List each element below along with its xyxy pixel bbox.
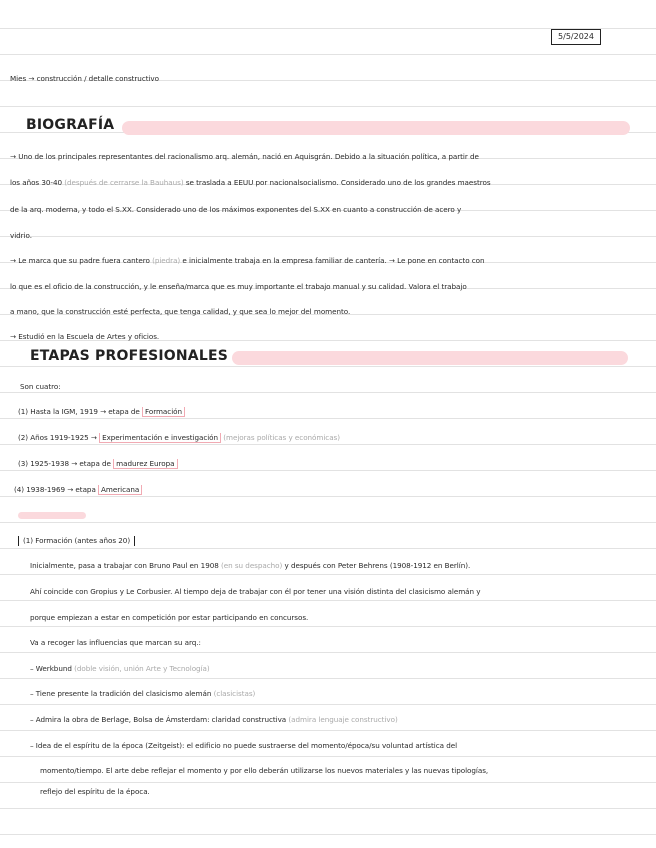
formacion-line: – Admira la obra de Berlage, Bolsa de Ámsterdam: claridad constructiva (admira lenguaje constructivo) — [30, 715, 398, 724]
date-box: 5/5/2024 — [551, 29, 601, 45]
heading-highlight-bar — [232, 351, 628, 365]
bio-line: → Uno de los principales representantes del racionalismo arq. alemán, nació en Aquisgrán. Debido a la situación política, a partir de — [10, 152, 479, 161]
header-line: Mies → construcción / detalle constructivo — [10, 74, 159, 83]
formacion-line: Inicialmente, pasa a trabajar con Bruno Paul en 1908 (en su despacho) y después con Peter Behrens (1908-1912 en Berlín). — [30, 561, 471, 570]
etapas-intro: Son cuatro: — [20, 382, 61, 391]
bio-line: → Estudió en la Escuela de Artes y oficios. — [10, 332, 160, 341]
bio-line: los años 30-40 (después de cerrarse la Bauhaus) se traslada a EEUU por nacionalsocialismo. Considerado uno de los grandes maestros — [10, 178, 491, 187]
bio-line: → Le marca que su padre fuera cantero (piedra) e inicialmente trabaja en la empresa familiar de cantería. → Le pone en contacto con — [10, 256, 485, 265]
bio-line: a mano, que la construcción esté perfecta, que tenga calidad, y que sea lo mejor del momento. — [10, 307, 351, 316]
bio-line: de la arq. moderna, y todo el S.XX. Considerado uno de los máximos exponentes del S.XX en cuanto a construcción de acero y — [10, 205, 462, 214]
formacion-line: – Tiene presente la tradición del clasicismo alemán (clasicistas) — [30, 689, 256, 698]
formacion-line: momento/tiempo. El arte debe reflejar el momento y por ello deberán utilizarse los nuevos materiales y las nuevas tipologías, — [40, 766, 489, 775]
divider-highlight-bar — [18, 512, 86, 519]
bio-line: lo que es el oficio de la construcción, y le enseña/marca que es muy importante el trabajo manual y su calidad. Valora el trabajo — [10, 282, 467, 291]
etapa-item: (2) Años 1919-1925 → Experimentación e investigación (mejoras políticas y económicas) — [18, 433, 340, 442]
etapa-highlight: Formación — [142, 407, 185, 417]
etapa-item: (1) Hasta la IGM, 1919 → etapa de Formación — [18, 407, 648, 417]
formacion-line: reflejo del espíritu de la época. — [40, 787, 150, 796]
formacion-line: – Idea de el espíritu de la época (Zeitgeist): el edificio no puede sustraerse del momento/época/su voluntad artística del — [30, 741, 458, 750]
formacion-line: Ahí coincide con Gropius y Le Corbusier. Al tiempo deja de trabajar con él por tener una visión distinta del clasicismo alemán y — [30, 587, 481, 596]
etapa-highlight: Experimentación e investigación — [99, 433, 221, 443]
etapa-highlight: madurez Europa — [113, 459, 177, 469]
etapa-item: (4) 1938-1969 → etapa Americana — [14, 485, 644, 495]
formacion-line: Va a recoger las influencias que marcan su arq.: — [30, 638, 201, 647]
heading-highlight-bar — [122, 121, 630, 135]
formacion-heading: (1) Formación (antes años 20) — [18, 536, 648, 546]
heading-biografia: BIOGRAFÍA — [26, 117, 115, 133]
formacion-line: – Werkbund (doble visión, unión Arte y Tecnología) — [30, 664, 210, 673]
formacion-line: porque empiezan a estar en competición por estar participando en concursos. — [30, 613, 309, 622]
heading-etapas-profesionales: ETAPAS PROFESIONALES — [30, 348, 229, 364]
bio-line: vidrio. — [10, 231, 32, 240]
etapa-item: (3) 1925-1938 → etapa de madurez Europa — [18, 459, 648, 469]
etapa-highlight: Americana — [98, 485, 142, 495]
